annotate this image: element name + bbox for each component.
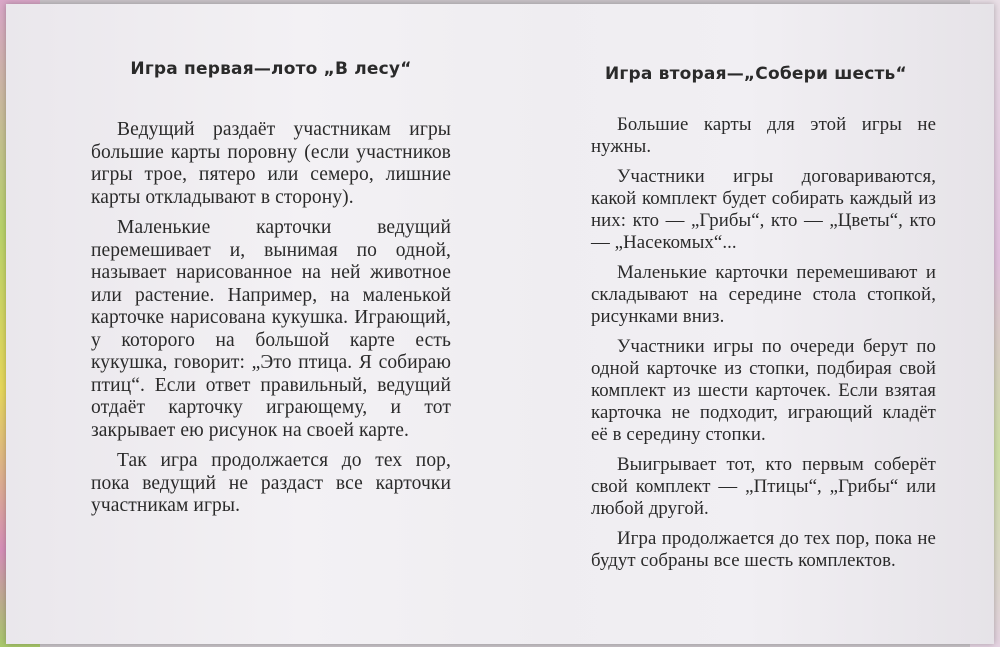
right-heading: Игра вторая—„Собери шесть“: [605, 64, 907, 84]
right-column: [591, 64, 936, 580]
left-paragraph-3: Так игра продолжается до тех пор, пока ведущий не раздаст все карточки участникам игры.: [91, 450, 451, 516]
paper-sheet: [6, 4, 994, 644]
left-heading: Игра первая—лото „В лесу“: [130, 59, 412, 79]
right-paragraph-1: Большие карты для этой игры не нужны.: [591, 114, 936, 157]
right-paragraph-3: Маленькие карточки перемешивают и складывают на середине стола стопкой, рисунками вниз.: [591, 262, 936, 327]
left-column: [91, 59, 451, 526]
right-paragraph-6: Игра продолжается до тех пор, пока не будут собраны все шесть комплектов.: [591, 528, 936, 571]
left-paragraph-2: Маленькие карточки ведущий перемешивает и, вынимая по одной, называет нарисованное на ней животное или растение. Например, на маленькой карточке нарисована кукушка. Играющий, у которого на большой карте есть кукушка, говорит: „Это птица. Я собираю птиц“. Если ответ правильный, ведущий отдаёт карточку играющему, и тот закрывает ею рисунок на своей карте.: [91, 217, 451, 441]
right-paragraph-4: Участники игры по очереди берут по одной карточке из стопки, подбирая свой комплект из шести карточек. Если взятая карточка не подходит, играющий кладёт её в середину стопки.: [591, 336, 936, 445]
right-paragraph-2: Участники игры договариваются, какой комплект будет собирать каждый из них: кто — „Грибы“, кто — „Цветы“, кто — „Насекомых“...: [591, 166, 936, 253]
left-paragraph-1: Ведущий раздаёт участникам игры большие карты поровну (если участников игры трое, пятеро или семеро, лишние карты откладывают в сторону).: [91, 119, 451, 208]
right-paragraph-5: Выигрывает тот, кто первым соберёт свой комплект — „Птицы“, „Грибы“ или любой другой.: [591, 454, 936, 519]
